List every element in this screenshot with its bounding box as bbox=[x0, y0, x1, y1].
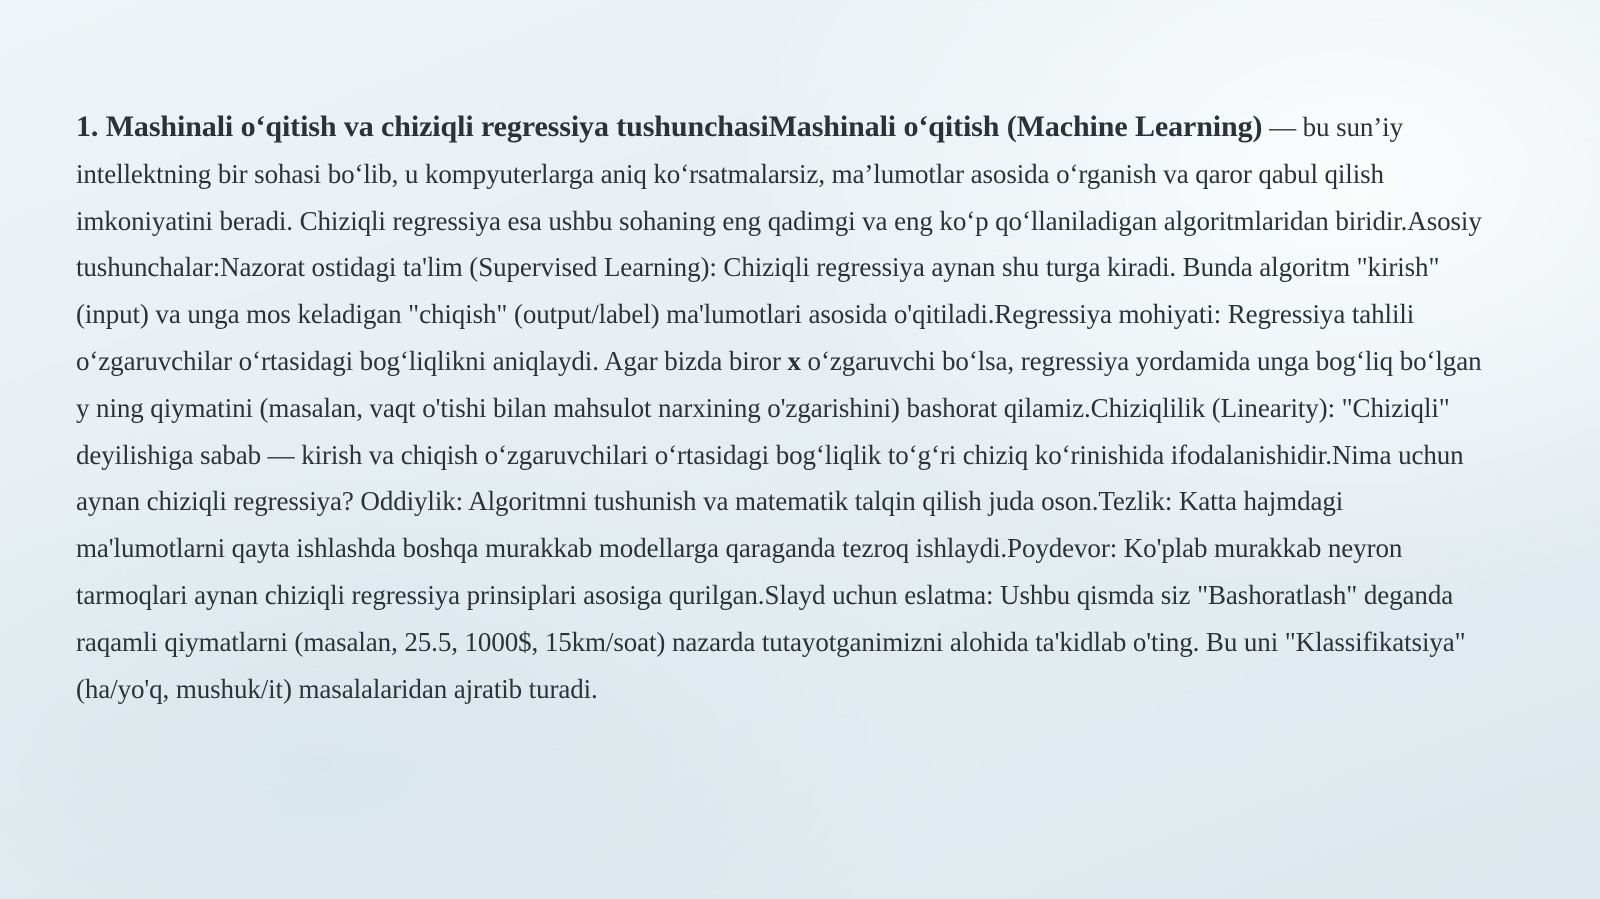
variable-x: x bbox=[787, 345, 801, 376]
slide-text-block bbox=[76, 104, 1496, 712]
slide-title: 1. Mashinali o‘qitish va chiziqli regressiya tushunchasiMashinali o‘qitish (Machine Learning) bbox=[76, 110, 1263, 143]
body-text-part-1: — bu sun’iy intellektning bir sohasi bo‘lib, u kompyuterlarga aniq ko‘rsatmalarsiz, ma’lumotlar asosida o‘rganish va qaror qabul qilish imkoniyatini beradi. Chiziqli regressiya esa ushbu sohaning eng qadimgi va eng ko‘p qo‘llaniladigan algoritmlaridan biridir.Asosiy tushunchalar:Nazorat ostidagi ta'lim (Supervised Learning): Chiziqli regressiya aynan shu turga kiradi. Bunda algoritm "kirish" (input) va unga mos keladigan "chiqish" (output/label) ma'lumotlari asosida o'qitiladi.Regressiya mohiyati: Regressiya tahlili o‘zgaruvchilar o‘rtasidagi bog‘liqlikni aniqlaydi. Agar bizda biror bbox=[76, 112, 1482, 376]
body-text-part-2: o‘zgaruvchi bo‘lsa, regressiya yordamida unga bog‘liq bo‘lgan y ning qiymatini (masalan, vaqt o'tishi bilan mahsulot narxining o'zgarishini) bashorat qilamiz.Chiziqlilik (Linearity): "Chiziqli" deyilishiga sabab — kirish va chiqish o‘zgaruvchilari o‘rtasidagi bog‘liqlik to‘g‘ri chiziq ko‘rinishida ifodalanishidir.Nima uchun aynan chiziqli regressiya? Oddiylik: Algoritmni tushunish va matematik talqin qilish juda oson.Tezlik: Katta hajmdagi ma'lumotlarni qayta ishlashda boshqa murakkab modellarga qaraganda tezroq ishlaydi.Poydevor: Ko'plab murakkab neyron tarmoqlari aynan chiziqli regressiya prinsiplari asosiga qurilgan.Slayd uchun eslatma: Ushbu qismda siz "Bashoratlash" deganda raqamli qiymatlarni (masalan, 25.5, 1000$, 15km/soat) nazarda tutayotganimizni alohida ta'kidlab o'ting. Bu uni "Klassifikatsiya" (ha/yo'q, mushuk/it) masalalaridan ajratib turadi. bbox=[76, 345, 1482, 704]
